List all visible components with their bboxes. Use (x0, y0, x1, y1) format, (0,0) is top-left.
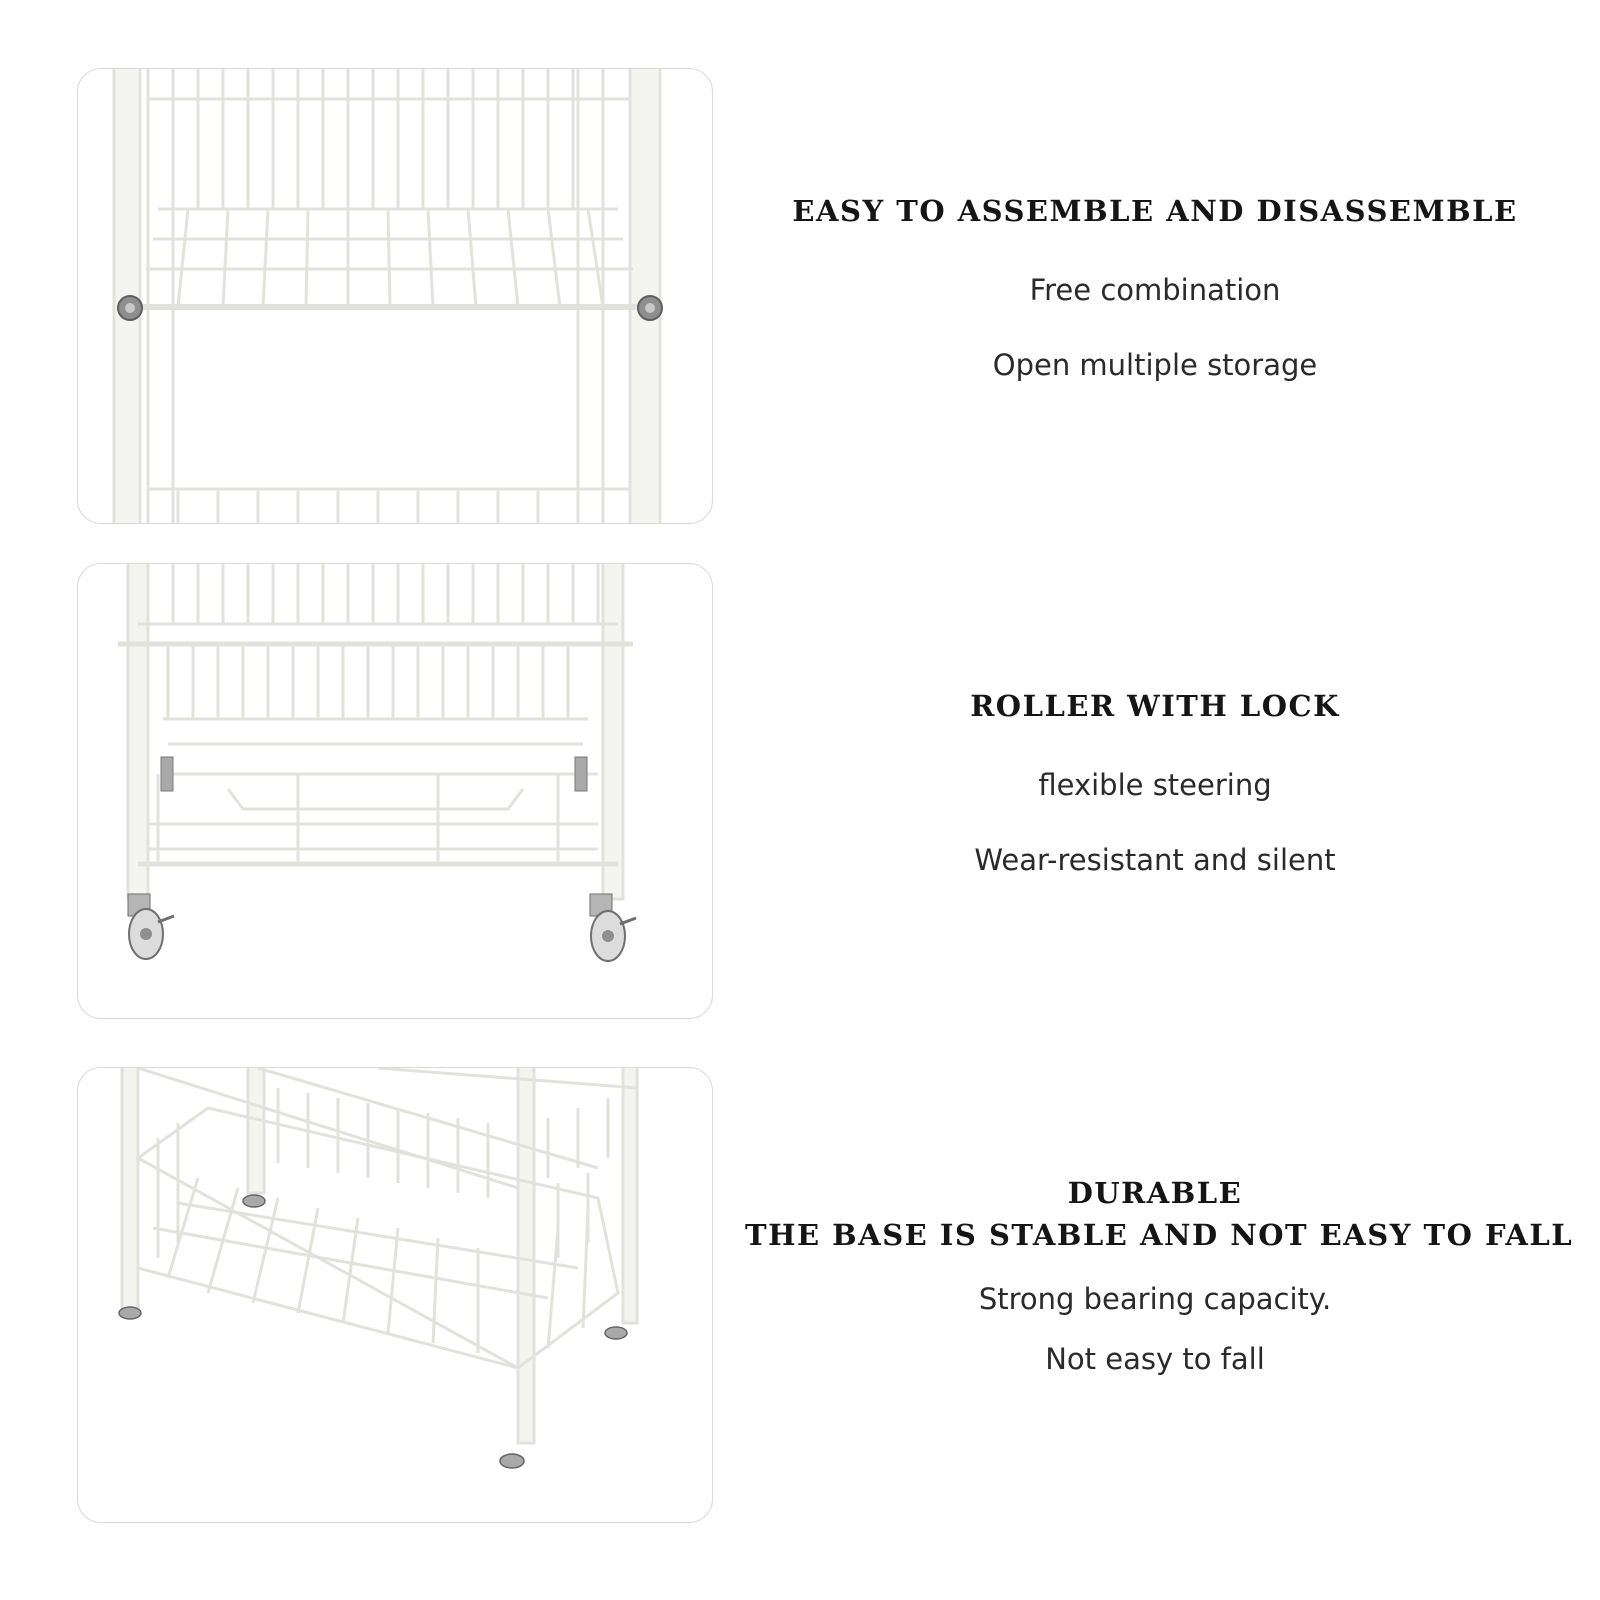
feature-description-line: Strong bearing capacity. (978, 1282, 1332, 1316)
feature-durable-base (745, 1172, 1574, 1376)
feature-title: ROLLER WITH LOCK (970, 689, 1340, 723)
screw-joint-rack-illustration (78, 69, 713, 524)
feature-roller-lock (745, 685, 1565, 877)
caster-rack-illustration (78, 564, 713, 1019)
feature-title-line-2: THE BASE IS STABLE AND NOT EASY TO FALL (745, 1218, 1574, 1252)
feature-description-line: flexible steering (1038, 768, 1272, 802)
screw-joint-image-panel (77, 68, 713, 524)
feature-description-line: Not easy to fall (1045, 1342, 1265, 1376)
feature-description-line: Wear-resistant and silent (974, 843, 1336, 877)
feature-title: DURABLE (1067, 1176, 1243, 1210)
stable-base-image-panel (77, 1067, 713, 1523)
locking-caster-icon (128, 894, 636, 961)
feature-title: EASY TO ASSEMBLE AND DISASSEMBLE (792, 194, 1518, 228)
caster-wheel-image-panel (77, 563, 713, 1019)
base-rack-illustration (78, 1068, 713, 1523)
feature-assembly (745, 190, 1565, 382)
feature-description-line: Free combination (1029, 273, 1281, 307)
feature-description-line: Open multiple storage (992, 348, 1318, 382)
